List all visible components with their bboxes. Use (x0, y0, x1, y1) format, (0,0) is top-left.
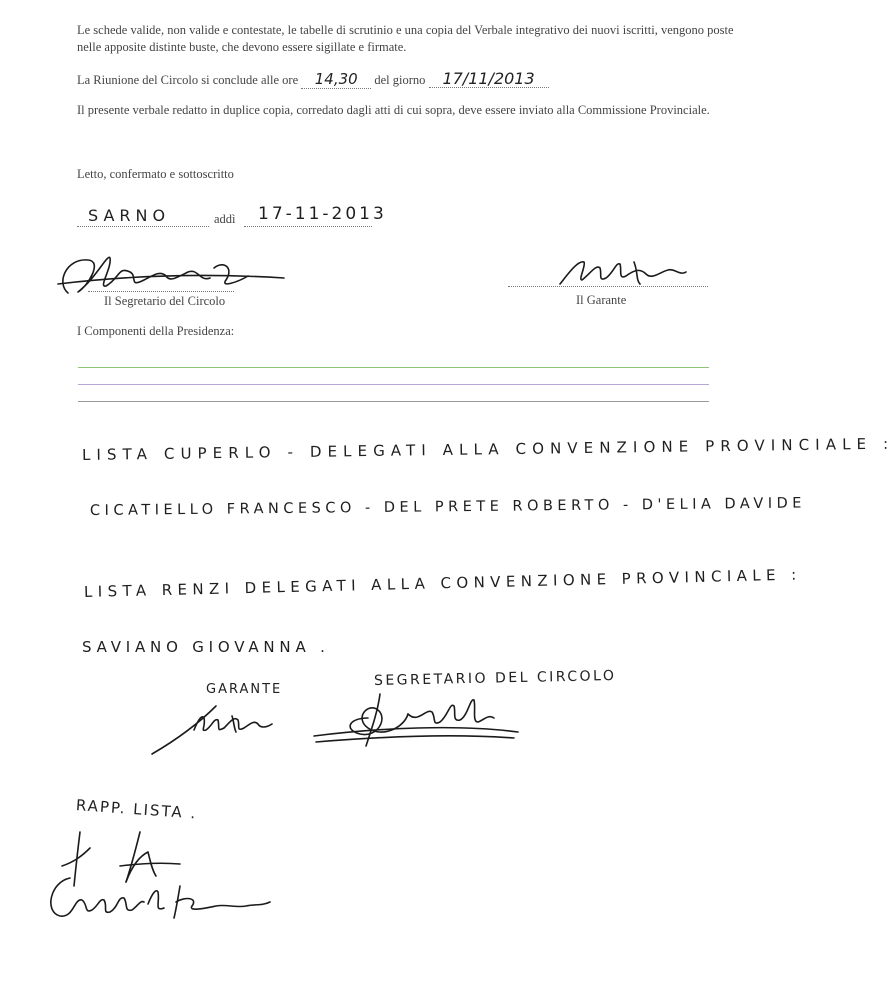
handwritten-segretario-label: SEGRETARIO DEL CIRCOLO (373, 667, 617, 689)
closing-date: 17/11/2013 (429, 70, 549, 88)
handwritten-garante-label: GARANTE (206, 682, 283, 697)
closing-middle: del giorno (374, 73, 426, 87)
guarantor-signature-bottom (146, 700, 286, 760)
place-addi: addì (214, 212, 236, 226)
read-confirmed: Letto, confermato e sottoscritto (77, 167, 234, 181)
handwritten-line-cuperlo-delegates: CICATIELLO FRANCESCO - DEL PRETE ROBERTO - D'ELIA DAVIDE (89, 495, 806, 519)
presidency-rule-grey (78, 401, 709, 402)
place-date: 17-11-2013 (258, 204, 387, 224)
paragraph-ballots: Le schede valide, non valide e contestate, le tabelle di scrutinio e una copia del Verbale integrativo dei nuovi iscritti, vengono poste nelle apposite distinte buste, che devono essere sigillate e firmate. (77, 23, 734, 54)
presidency-label: I Componenti della Presidenza: (77, 324, 235, 338)
secretary-signature-bottom (308, 688, 523, 750)
place-date-line (244, 226, 372, 227)
handwritten-line-renzi: LISTA RENZI DELEGATI ALLA CONVENZIONE PROVINCIALE : (83, 565, 802, 601)
paragraph-duplicate: Il presente verbale redatto in duplice copia, corredato dagli atti di cui sopra, deve essere inviato alla Commissione Provinciale. (77, 103, 710, 117)
place-city-line (77, 226, 209, 227)
closing-time: 14,30 (301, 71, 371, 89)
presidency-rule-green (78, 367, 709, 368)
guarantor-signature-line (508, 286, 708, 287)
place-city: SARNO (88, 206, 171, 225)
guarantor-caption: Il Garante (576, 293, 627, 307)
representative-signature-2 (40, 872, 280, 926)
secretary-signature-line (88, 291, 234, 292)
handwritten-line-renzi-delegates: SAVIANO GIOVANNA . (82, 638, 330, 656)
handwritten-line-cuperlo: LISTA CUPERLO - DELEGATI ALLA CONVENZIONE PROVINCIALE : (81, 434, 894, 464)
secretary-caption: Il Segretario del Circolo (104, 294, 226, 308)
closing-prefix: La Riunione del Circolo si conclude alle ore (77, 73, 299, 87)
closing-line (77, 70, 737, 89)
handwritten-rapp-lista: RAPP. LISTA . (75, 796, 198, 823)
presidency-rule-purple (78, 384, 709, 385)
